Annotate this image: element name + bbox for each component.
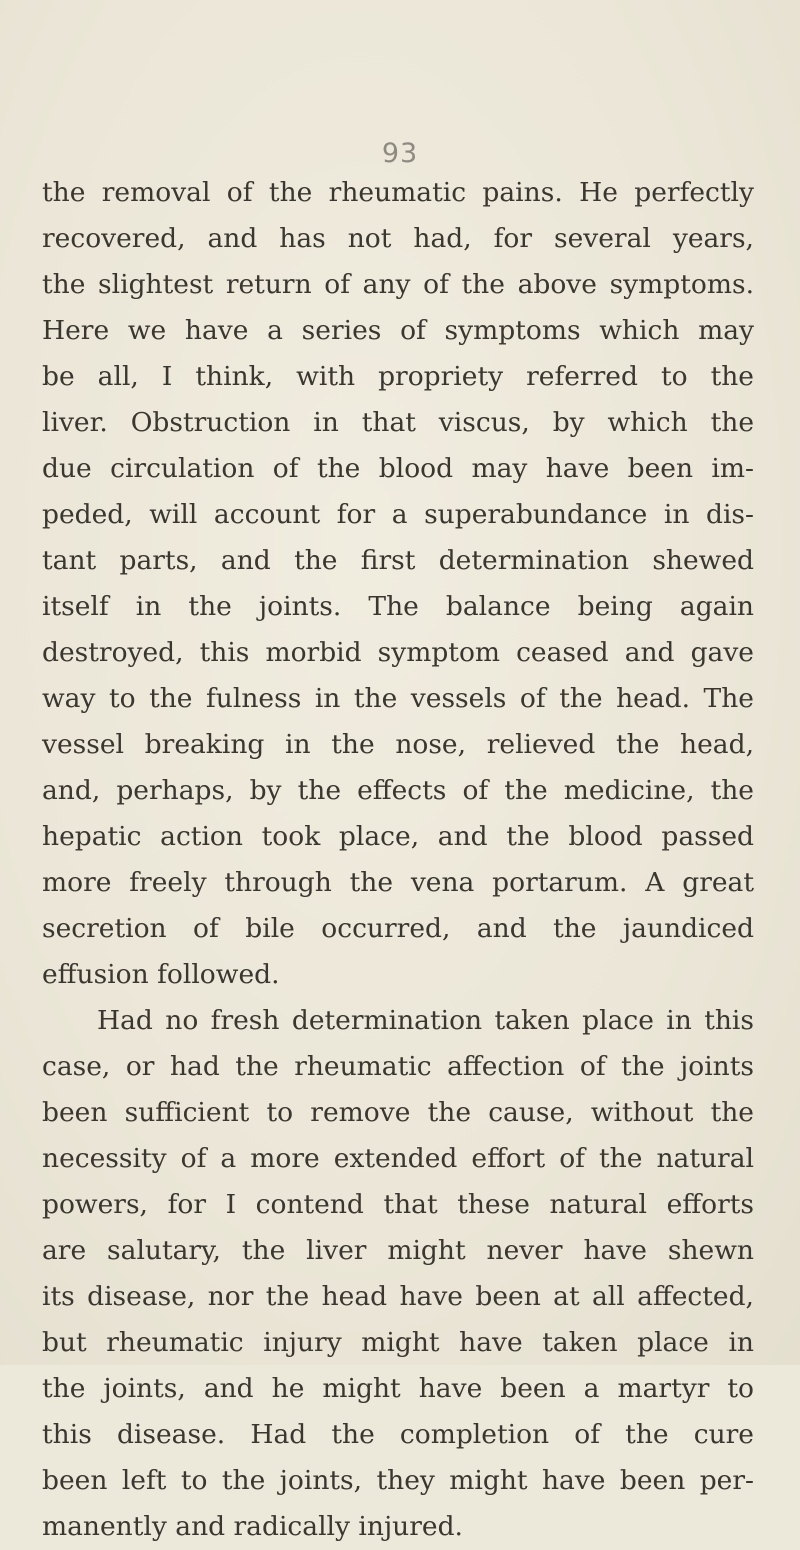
text-line: secretion of bile occurred, and the jaundiced xyxy=(42,913,754,944)
text-line: due circulation of the blood may have been im- xyxy=(42,453,754,484)
text-line: its disease, nor the head have been at all affected, xyxy=(42,1281,754,1312)
text-line: vessel breaking in the nose, relieved the head, xyxy=(42,729,754,760)
text-line: been sufficient to remove the cause, without the xyxy=(42,1097,754,1128)
text-line: peded, will account for a superabundance in dis- xyxy=(42,499,754,530)
text-line: and, perhaps, by the effects of the medicine, the xyxy=(42,775,754,806)
text-line: powers, for I contend that these natural efforts xyxy=(42,1189,754,1220)
text-line: but rheumatic injury might have taken place in xyxy=(42,1327,754,1358)
text-line: effusion followed. xyxy=(42,959,280,990)
text-line: be all, I think, with propriety referred to the xyxy=(42,361,754,392)
text-line: liver. Obstruction in that viscus, by which the xyxy=(42,407,754,438)
paragraph-start-line: Had no fresh determination taken place in this xyxy=(97,1005,754,1036)
text-line: itself in the joints. The balance being again xyxy=(42,591,754,622)
text-line: recovered, and has not had, for several years, xyxy=(42,223,754,254)
text-line: this disease. Had the completion of the cure xyxy=(42,1419,754,1450)
text-line: the joints, and he might have been a martyr to xyxy=(42,1373,754,1404)
text-line: tant parts, and the first determination shewed xyxy=(42,545,754,576)
text-line: the removal of the rheumatic pains. He perfectly xyxy=(42,177,754,208)
text-line: destroyed, this morbid symptom ceased and gave xyxy=(42,637,754,668)
text-line: more freely through the vena portarum. A great xyxy=(42,867,754,898)
text-line: manently and radically injured. xyxy=(42,1511,463,1542)
text-line: the slightest return of any of the above symptoms. xyxy=(42,269,754,300)
text-line: Here we have a series of symptoms which may xyxy=(42,315,754,346)
text-line: way to the fulness in the vessels of the head. The xyxy=(42,683,754,714)
page-number: 93 xyxy=(381,138,419,169)
text-line: hepatic action took place, and the blood passed xyxy=(42,821,754,852)
text-line: necessity of a more extended effort of the natural xyxy=(42,1143,754,1174)
text-line: case, or had the rheumatic affection of the joints xyxy=(42,1051,754,1082)
text-line: been left to the joints, they might have been per- xyxy=(42,1465,754,1496)
text-line: are salutary, the liver might never have shewn xyxy=(42,1235,754,1266)
